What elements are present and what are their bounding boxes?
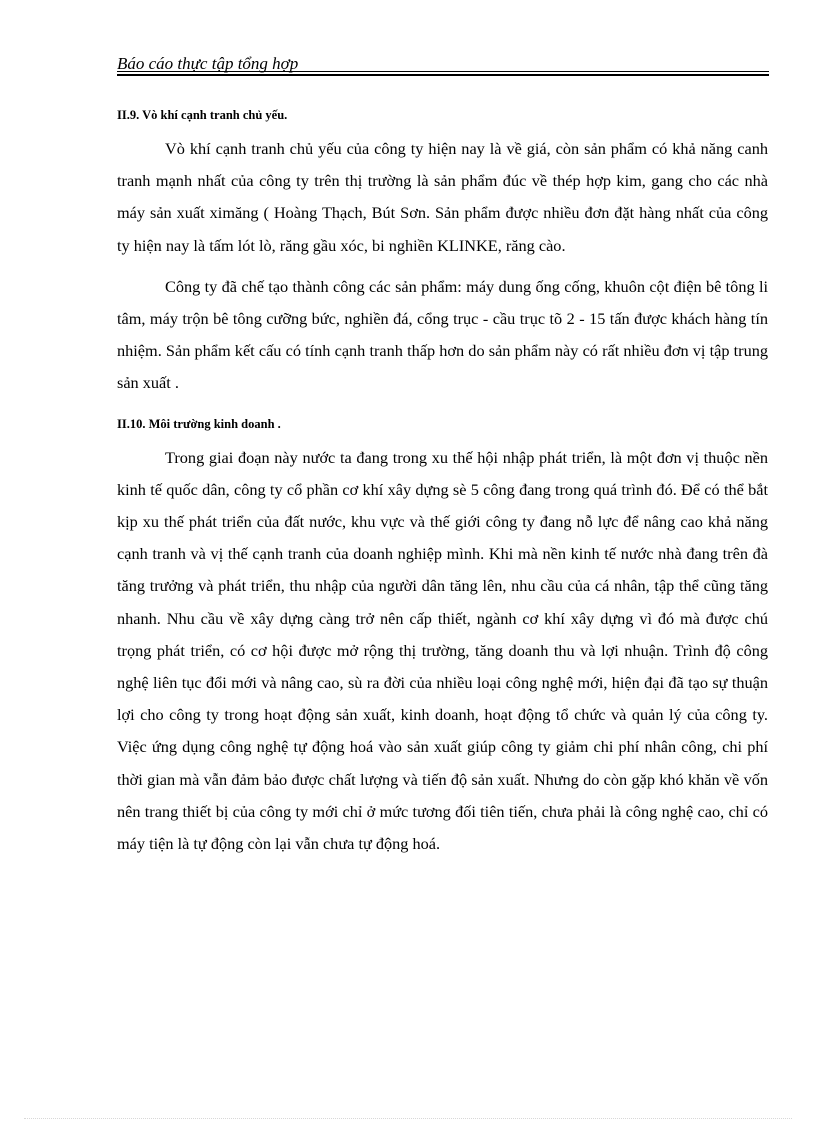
- header-rule-thick: [117, 74, 769, 76]
- paragraph: Vò khí cạnh tranh chủ yếu của công ty hiện nay là về giá, còn sản phẩm có khả năng canh tranh mạnh nhất của công ty trên thị trường là sản phẩm đúc về thép hợp kim, gang cho các nhà máy sản xuất ximăng ( Hoàng Thạch, Bút Sơn. Sản phẩm được nhiều đơn đặt hàng nhất của công ty hiện nay là tấm lót lò, răng gầu xóc, bi nghiền KLINKE, răng cào.: [117, 139, 768, 255]
- page-header: [117, 53, 769, 75]
- paragraph: Trong giai đoạn này nước ta đang trong xu thế hội nhập phát triển, là một đơn vị thuộc nền kinh tế quốc dân, công ty cổ phần cơ khí xây dựng sè 5 công đang trong quá trình đó. Để có thể bắt kịp xu thế phát triển của đất nước, khu vực và thế giới công ty đang nỗ lực để nâng cao khả năng cạnh tranh và vị thế cạnh tranh của doanh nghiệp mình. Khi mà nền kinh tế nước nhà đang trên đà tăng trưởng và phát triển, thu nhập của người dân tăng lên, nhu cầu của cá nhân, tập thể cũng tăng nhanh. Nhu cầu về xây dựng càng trở nên cấp thiết, ngành cơ khí xây dựng vì đó mà được chú trọng phát triển, có cơ hội được mở rộng thị trường, tăng doanh thu và lợi nhuận. Trình độ công nghệ liên tục đổi mới và nâng cao, sù ra đời của nhiều loại công nghệ mới, hiện đại đã tạo sự thuận lợi cho công ty trong hoạt động sản xuất, kinh doanh, hoạt động tổ chức và quản lý của công ty. Việc ứng dụng công nghệ tự động hoá vào sản xuất giúp công ty giảm chi phí nhân công, chi phí thời gian mà vẫn đảm bảo được chất lượng và tiến độ sản xuất. Nhưng do còn gặp khó khăn về vốn nên trang thiết bị của công ty mới chỉ ở mức tương đối tiên tiến, chưa phải là công nghệ cao, chỉ có máy tiện là tự động còn lại vẫn chưa tự động hoá.: [117, 447, 768, 854]
- page-bottom-dotted-border: [24, 1118, 792, 1119]
- section-heading-competitive-weapon: II.9. Vò khí cạnh tranh chủ yếu.: [117, 108, 288, 122]
- section-heading-business-environment: II.10. Môi trường kinh doanh .: [117, 416, 281, 431]
- paragraph: Công ty đã chế tạo thành công các sản phẩm: máy dung ống cống, khuôn cột điện bê tông li tâm, máy trộn bê tông cưỡng bức, nghiền đá, cổng trục - cầu trục tõ 2 - 15 tấn được khách hàng tín nhiệm. Sản phẩm kết cấu có tính cạnh tranh thấp hơn do sản phẩm này có rất nhiều đơn vị tập trung sản xuất .: [117, 276, 768, 393]
- header-rule-thin: [117, 71, 769, 72]
- document-body: [117, 105, 768, 860]
- header-title: Báo cáo thực tập tổng hợp: [117, 54, 299, 73]
